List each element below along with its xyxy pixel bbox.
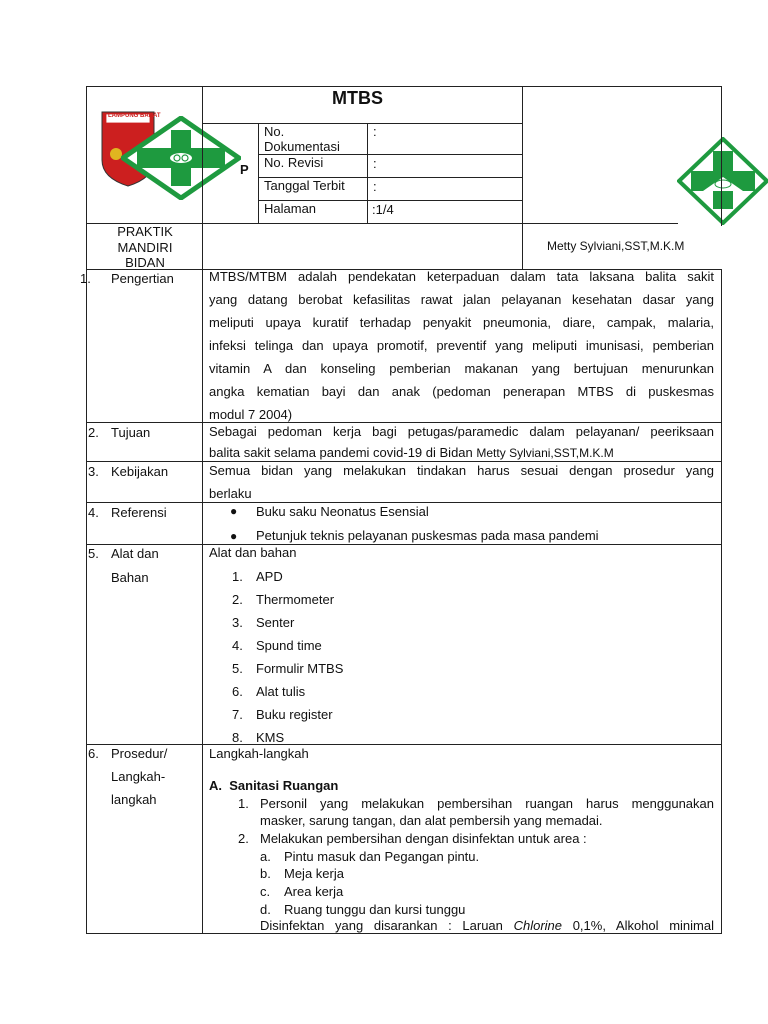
- pengertian-line: angka kematian bayi dan anak (pedoman penerapan MTBS di puskesmas: [209, 384, 714, 399]
- row-number: 6.: [88, 746, 99, 761]
- alat-item: Alat tulis: [256, 684, 306, 699]
- referensi-item: Buku saku Neonatus Esensial: [256, 504, 429, 519]
- pengertian-line: modul 7 2004): [209, 407, 293, 422]
- sub-letter: b.: [260, 866, 271, 881]
- step-line: Personil yang melakukan pembersihan ruangan harus menggunakan: [260, 796, 714, 811]
- field-label-no-dokumentasi: No. Dokumentasi: [264, 124, 340, 154]
- kebijakan-line: Semua bidan yang melakukan tindakan harus sesuai dengan prosedur yang: [209, 463, 714, 478]
- sub-item: Area kerja: [284, 884, 344, 899]
- field-value-no-revisi: :: [373, 156, 377, 171]
- prosedur-intro: Langkah-langkah: [209, 746, 309, 761]
- disinfectant-text-2: 0,1%, Alkohol minimal: [572, 918, 715, 933]
- alat-item: Thermometer: [256, 592, 335, 607]
- row-label-tujuan: Tujuan: [111, 425, 151, 440]
- list-number: 3.: [232, 615, 243, 630]
- step-number: 1.: [238, 796, 249, 811]
- sub-letter: a.: [260, 849, 271, 864]
- row-number: 1.: [80, 271, 91, 286]
- row-label-langkah: Langkah-: [111, 769, 166, 784]
- row-number: 3.: [88, 464, 99, 479]
- alat-intro: Alat dan bahan: [209, 545, 297, 560]
- step-number: 2.: [238, 831, 249, 846]
- list-number: 6.: [232, 684, 243, 699]
- pengertian-line: MTBS/MTBM adalah pendekatan keterpaduan dalam tata laksana balita sakit: [209, 269, 714, 284]
- row-number: 4.: [88, 505, 99, 520]
- list-number: 5.: [232, 661, 243, 676]
- sub-letter: d.: [260, 902, 271, 917]
- bullet-icon: ●: [230, 504, 238, 518]
- referensi-item: Petunjuk teknis pelayanan puskesmas pada masa pandemi: [256, 528, 599, 543]
- list-number: 1.: [232, 569, 243, 584]
- alat-item: APD: [256, 569, 283, 584]
- row-number: 5.: [88, 546, 99, 561]
- field-label-no-revisi: No. Revisi: [264, 155, 324, 170]
- alat-item: KMS: [256, 730, 285, 745]
- row-label-prosedur: Prosedur/: [111, 746, 168, 761]
- list-number: 8.: [232, 730, 243, 745]
- pengertian-line: yang datang berobat kefasilitas rawat jalan pelayanan kesehatan dasar yang: [209, 292, 714, 307]
- sub-letter: c.: [260, 884, 271, 899]
- alat-item: Senter: [256, 615, 295, 630]
- pengertian-line: meliputi upaya kuratif terhadap penyakit pneumonia, diare, campak, malaria,: [209, 315, 714, 330]
- alat-item: Buku register: [256, 707, 333, 722]
- signatory: Metty Sylviani,SST,M.K.M: [547, 239, 685, 253]
- left-health-logo-icon: [121, 116, 241, 200]
- row-label-langkah-2: langkah: [111, 792, 157, 807]
- tujuan-line: Sebagai pedoman kerja bagi petugas/paramedic dalam pelayanan/ peeriksaan: [209, 424, 714, 439]
- disinfectant-chlorine: Chlorine: [513, 918, 563, 933]
- list-number: 2.: [232, 592, 243, 607]
- kebijakan-line: berlaku: [209, 486, 252, 501]
- emblem-text: LAMPUNG BARAT: [108, 113, 161, 119]
- disinfectant-text: Disinfektan yang disarankan : Laruan: [260, 918, 503, 933]
- sub-item: Meja kerja: [284, 866, 344, 881]
- list-number: 7.: [232, 707, 243, 722]
- list-number: 4.: [232, 638, 243, 653]
- row-label-alat: Alat dan: [111, 546, 159, 561]
- pengertian-line: vitamin A dan konseling pemberian makanan yang bertujuan menurunkan: [209, 361, 714, 376]
- alat-item: Spund time: [256, 638, 322, 653]
- org-label: PRAKTIK MANDIRI BIDAN: [117, 224, 173, 270]
- row-label-kebijakan: Kebijakan: [111, 464, 169, 479]
- field-label-tanggal-terbit: Tanggal Terbit: [264, 178, 345, 193]
- row-label-pengertian: Pengertian: [111, 271, 174, 286]
- right-health-logo-icon: [677, 137, 768, 225]
- sub-item: Pintu masuk dan Pegangan pintu.: [284, 849, 480, 864]
- sub-item: Ruang tunggu dan kursi tunggu: [284, 902, 466, 917]
- header-cut-char: P: [240, 162, 249, 177]
- tujuan-name: Metty Sylviani,SST,M.K.M: [476, 446, 614, 460]
- row-number: 2.: [88, 425, 99, 440]
- row-label-bahan: Bahan: [111, 570, 149, 585]
- step-line: masker, sarung tangan, dan alat pembersih yang memadai.: [260, 813, 603, 828]
- document-title: MTBS: [332, 88, 383, 108]
- pengertian-line: infeksi telinga dan upaya promotif, preventif yang meliputi imunisasi, pemberian: [209, 338, 714, 353]
- disinfectant-line: [260, 918, 714, 933]
- field-value-tanggal-terbit: :: [373, 179, 377, 194]
- step-line: Melakukan pembersihan dengan disinfektan untuk area :: [260, 831, 587, 846]
- bullet-icon: ●: [230, 529, 238, 543]
- tujuan-line: [209, 445, 614, 460]
- alat-item: Formulir MTBS: [256, 661, 344, 676]
- field-value-halaman: :1/4: [372, 202, 394, 217]
- section-heading: A. Sanitasi Ruangan: [209, 778, 339, 793]
- field-value-no-dokumentasi: :: [373, 124, 377, 139]
- row-label-referensi: Referensi: [111, 505, 167, 520]
- tujuan-line-text: balita sakit selama pandemi covid-19 di Bidan: [209, 445, 473, 460]
- field-label-halaman: Halaman: [264, 201, 317, 216]
